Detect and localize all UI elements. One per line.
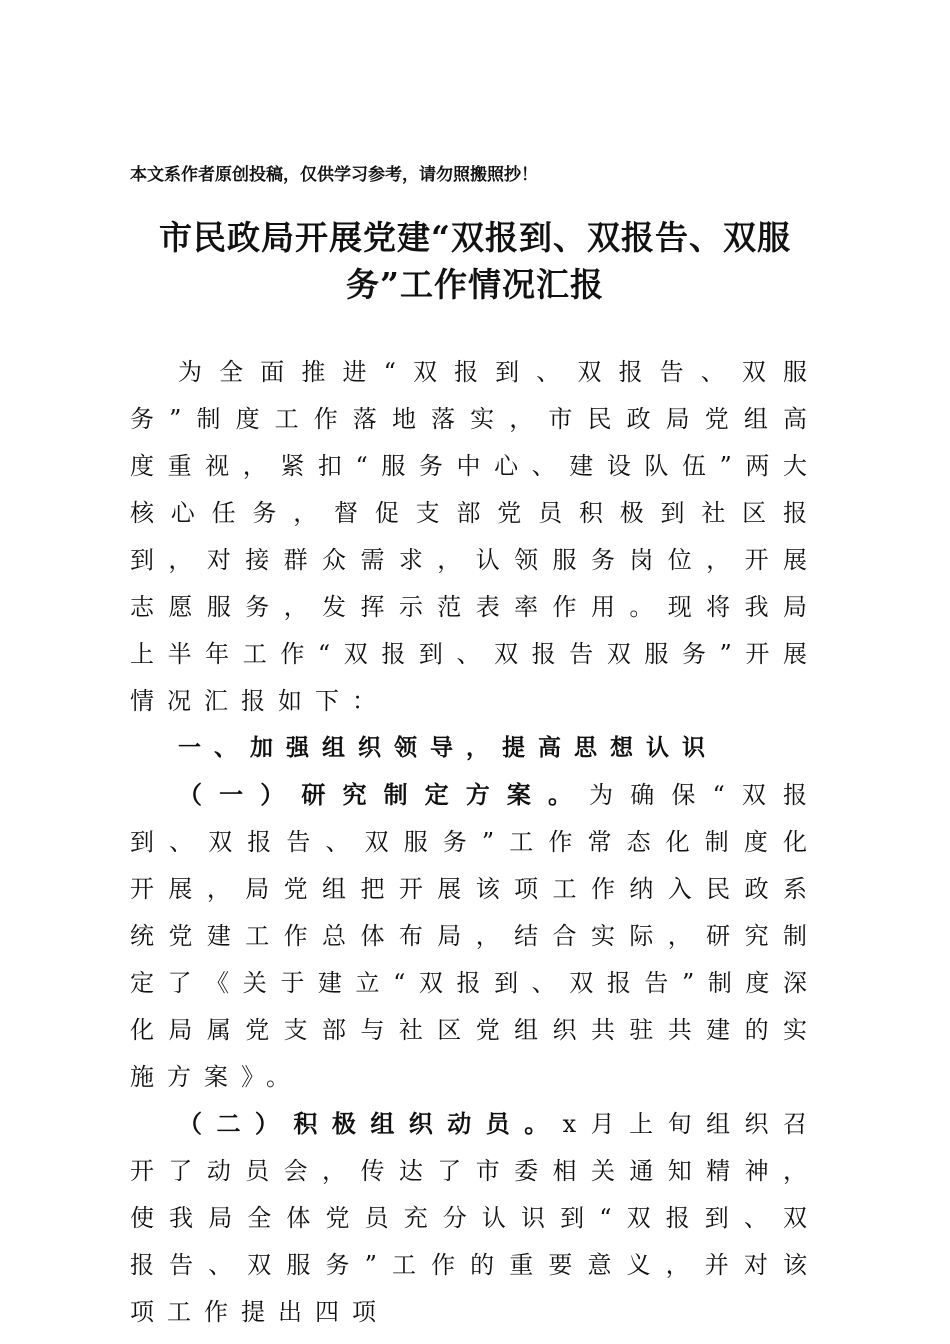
item-text-2: x月上旬组织召开了动员会，传达了市委相关通知精神，使我局全体党员充分认识到“双报到、双报告、双服务”工作的重要意义，并对该项工作提出四项 [130,1110,821,1326]
item-lead-1: （一）研究制定方案。 [178,781,590,809]
item-paragraph-1 [130,772,820,1101]
section-heading-1: 一、加强组织领导，提高思想认识 [178,735,718,761]
item-paragraph-2 [130,1101,820,1336]
item-text-1: 为确保“双报到、双报告、双服务”工作常态化制度化开展，局党组把开展该项工作纳入民政系统党建工作总体布局，结合实际，研究制定了《关于建立“双报到、双报告”制度深化局属党支部与社区党组织共驻共建的实施方案》。 [130,781,820,1091]
document-body [130,349,820,1336]
item-lead-2: （二）积极组织动员。 [178,1110,563,1138]
disclaimer-note: 本文系作者原创投稿，仅供学习参考，请勿照搬照抄！ [130,165,538,185]
intro-paragraph: 为全面推进“双报到、双报告、双服务”制度工作落地落实，市民政局党组高度重视，紧扣“服务中心、建设队伍”两大核心任务，督促支部党员积极到社区报到，对接群众需求，认领服务岗位，开展志愿服务，发挥示范表率作用。现将我局上半年工作“双报到、双报告双服务”开展情况汇报如下： [130,358,820,715]
document-title: 市民政局开展党建“双报到、双报告、双服务”工作情况汇报 [159,218,791,304]
